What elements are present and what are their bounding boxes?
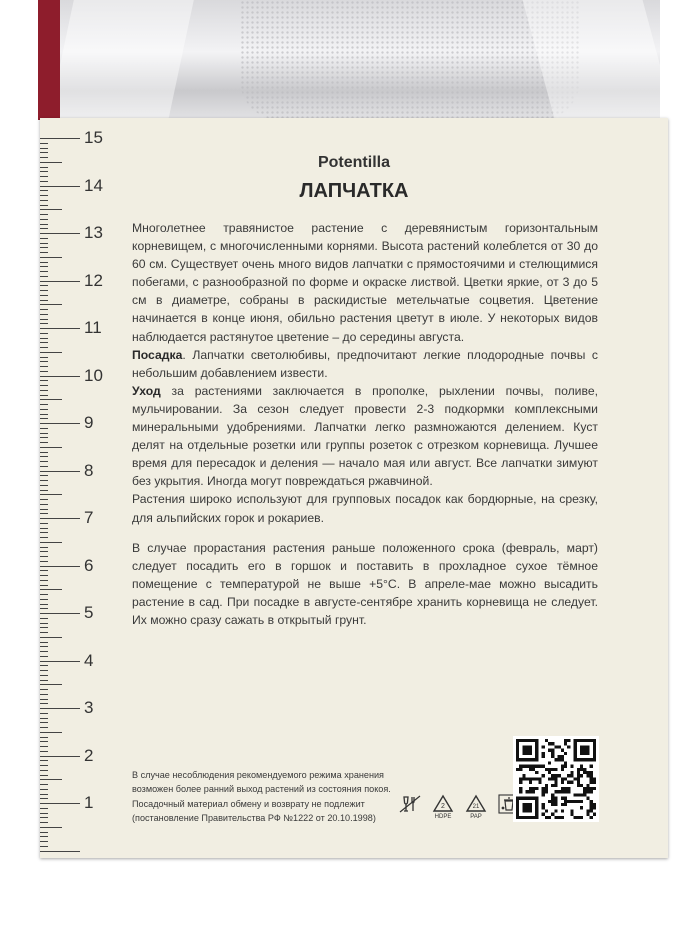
ruler-tick	[40, 428, 48, 429]
ruler-number: 1	[84, 793, 94, 812]
ruler-number: 8	[84, 460, 94, 480]
ruler-tick	[40, 276, 48, 277]
ruler-tick	[40, 475, 48, 476]
ruler-tick	[40, 347, 48, 348]
ruler-tick	[40, 556, 48, 557]
ruler-tick	[40, 214, 48, 215]
ruler-tick	[40, 243, 48, 244]
ruler-tick	[40, 376, 80, 377]
plant-title: ЛАПЧАТКА	[299, 180, 409, 202]
ruler-tick	[40, 832, 48, 833]
ruler-tick	[40, 547, 48, 548]
ruler-number: 14	[84, 175, 103, 195]
ruler-tick	[40, 200, 48, 201]
ruler-tick	[40, 623, 48, 624]
ruler-tick	[40, 333, 48, 334]
ruler-tick	[40, 352, 62, 353]
ruler-tick	[40, 566, 80, 567]
ruler-tick	[40, 551, 48, 552]
ruler-tick	[40, 285, 48, 286]
ruler-tick	[40, 836, 48, 837]
ruler-tick	[40, 414, 48, 415]
ruler-tick	[40, 323, 48, 324]
ruler-tick	[40, 171, 48, 172]
ruler-tick	[40, 138, 80, 139]
ruler-tick	[40, 632, 48, 633]
svg-text:21: 21	[472, 804, 480, 810]
ruler-tick	[40, 300, 48, 301]
ruler-tick	[40, 461, 48, 462]
ruler-tick	[40, 575, 48, 576]
ruler-tick	[40, 499, 48, 500]
ruler-number: 9	[84, 413, 94, 432]
ruler-tick	[40, 822, 48, 823]
qr-code	[513, 736, 599, 822]
ruler-tick	[40, 756, 80, 757]
ruler-tick	[40, 181, 48, 182]
ruler-tick	[40, 689, 48, 690]
ruler-tick	[40, 252, 48, 253]
ruler-tick	[40, 190, 48, 191]
ruler-number: 15	[84, 128, 103, 147]
paragraph-early-sprouting: В случае прорастания растения раньше положенного срока (февраль, март) следует посадить его в горшок и поставить в прохладное сухое тёмное помещение с температурой не выше +5°С. В апреле-мае можно высадить растение в сад. При посадке в августе-сентябре хранить корневища не следует. Их можно сразу сажать в открытый грунт.	[132, 540, 598, 627]
ruler-tick	[40, 646, 48, 647]
latin-name: Potentilla	[317, 154, 390, 171]
description-text	[132, 219, 598, 629]
ruler-tick	[40, 561, 48, 562]
ruler-tick	[40, 794, 48, 795]
ruler-tick	[40, 418, 48, 419]
ruler-tick	[40, 585, 48, 586]
seed-info-card	[40, 118, 668, 858]
ruler-tick	[40, 741, 48, 742]
ruler-tick	[40, 699, 48, 700]
ruler-tick	[40, 290, 48, 291]
ruler-tick	[40, 594, 48, 595]
ruler-tick	[40, 589, 62, 590]
ruler-tick	[40, 604, 48, 605]
ruler-tick	[40, 808, 48, 809]
ruler-tick	[40, 680, 48, 681]
ruler-tick	[40, 404, 48, 405]
ruler-tick	[40, 209, 62, 210]
ruler-tick	[40, 437, 48, 438]
ruler-tick	[40, 637, 62, 638]
ruler-tick	[40, 542, 62, 543]
paragraph-care: Уход за растениями заключается в прополке, рыхлении почвы, поливе, мульчировании. За сезон следует провести 2-3 подкормки комплексными минеральными удобрениями. Лапчатки легко размножаются делением. Куст делят на отдельные розетки или группы розеток с отрезком корневища. Лучшее время для пересадок и деления — начало мая или август. Все лапчатки зимуют без укрытия. Иногда могут повреждаться ржавчиной.	[132, 383, 598, 489]
ruler-tick	[40, 366, 48, 367]
ruler-tick	[40, 608, 48, 609]
ruler-tick	[40, 480, 48, 481]
glass-fork-icon	[398, 794, 422, 820]
ruler-tick	[40, 319, 48, 320]
ruler-tick	[40, 841, 48, 842]
ruler-tick	[40, 718, 48, 719]
ruler-tick	[40, 713, 48, 714]
ruler-tick	[40, 471, 80, 472]
ruler-number: 6	[84, 555, 94, 575]
ruler-tick	[40, 798, 48, 799]
ruler-number: 3	[84, 698, 94, 717]
ruler-tick	[40, 195, 48, 196]
ruler-tick	[40, 737, 48, 738]
ruler-number: 7	[84, 508, 94, 527]
ruler-tick	[40, 371, 48, 372]
ruler-tick	[40, 813, 48, 814]
ruler-tick	[40, 380, 48, 381]
plastic-bag	[60, 0, 660, 130]
ruler-tick	[40, 670, 48, 671]
ruler-tick	[40, 675, 48, 676]
ruler-tick	[40, 257, 62, 258]
ruler-tick	[40, 233, 80, 234]
ruler-tick	[40, 651, 48, 652]
ruler-tick	[40, 751, 48, 752]
ruler-tick	[40, 523, 48, 524]
ruler-tick	[40, 494, 62, 495]
ruler-tick	[40, 304, 62, 305]
ruler-tick	[40, 760, 48, 761]
ruler-tick	[40, 613, 80, 614]
ruler-number: 11	[84, 318, 102, 337]
ruler-tick	[40, 784, 48, 785]
packaging-icons	[398, 794, 521, 822]
ruler-tick	[40, 518, 80, 519]
ruler-number: 2	[84, 745, 94, 765]
ruler-number: 12	[84, 270, 103, 290]
ruler-tick	[40, 765, 48, 766]
ruler-tick	[40, 779, 62, 780]
ruler-tick	[40, 708, 80, 709]
ruler-tick	[40, 537, 48, 538]
measuring-ruler	[40, 118, 102, 858]
ruler-tick	[40, 642, 48, 643]
svg-text:2: 2	[441, 803, 445, 810]
ruler-tick	[40, 665, 48, 666]
ruler-tick	[40, 157, 48, 158]
ruler-tick	[40, 433, 48, 434]
ruler-tick	[40, 143, 48, 144]
ruler-tick	[40, 789, 48, 790]
ruler-tick	[40, 338, 48, 339]
recycle-hdpe-icon: 2 HDPE	[431, 794, 455, 820]
ruler-tick	[40, 409, 48, 410]
ruler-tick	[40, 167, 48, 168]
ruler-tick	[40, 846, 48, 847]
ruler-tick	[40, 390, 48, 391]
ruler-tick	[40, 452, 48, 453]
ruler-tick	[40, 281, 80, 282]
ruler-tick	[40, 399, 62, 400]
ruler-tick	[40, 186, 80, 187]
ruler-tick	[40, 722, 48, 723]
ruler-tick	[40, 661, 80, 662]
ruler-tick	[40, 490, 48, 491]
ruler-tick	[40, 395, 48, 396]
ruler-tick	[40, 247, 48, 248]
paragraph-usage: Растения широко используют для групповых посадок как бордюрные, на срезку, для альпийских горок и рокариев.	[132, 492, 598, 525]
ruler-tick	[40, 266, 48, 267]
ruler-tick	[40, 827, 62, 828]
ruler-tick	[40, 328, 80, 329]
ruler-tick	[40, 219, 48, 220]
storage-notice: В случае несоблюдения рекомендуемого режима хранения возможен более ранний выход растений из состояния покоя. Посадочный материал обмену и возврату не подлежит (постановление Правительства РФ №1222 от 20.10.1998)	[132, 770, 391, 824]
ruler-tick	[40, 423, 80, 424]
ruler-tick	[40, 532, 48, 533]
ruler-tick	[40, 271, 48, 272]
ruler-tick	[40, 703, 48, 704]
ruler-tick	[40, 727, 48, 728]
ruler-number: 13	[84, 223, 103, 242]
ruler-tick	[40, 618, 48, 619]
ruler-tick	[40, 694, 48, 695]
ruler-tick	[40, 504, 48, 505]
recycle-pap-icon: 21 PAP	[464, 794, 488, 820]
ruler-tick	[40, 447, 62, 448]
ruler-tick	[40, 656, 48, 657]
ruler-tick	[40, 509, 48, 510]
ruler-tick	[40, 342, 48, 343]
ruler-tick	[40, 361, 48, 362]
ruler-tick	[40, 770, 48, 771]
ruler-tick	[40, 466, 48, 467]
ruler-tick	[40, 485, 48, 486]
ruler-number: 5	[84, 603, 94, 622]
ruler-tick	[40, 746, 48, 747]
ruler-tick	[40, 803, 80, 804]
ruler-tick	[40, 314, 48, 315]
ruler-tick	[40, 580, 48, 581]
ruler-tick	[40, 148, 48, 149]
ruler-tick	[40, 357, 48, 358]
ruler-tick	[40, 684, 62, 685]
ruler-tick	[40, 627, 48, 628]
ruler-tick	[40, 817, 48, 818]
ruler-tick	[40, 162, 62, 163]
ruler-tick	[40, 224, 48, 225]
ruler-tick	[40, 528, 48, 529]
paragraph-planting: Посадка. Лапчатки светолюбивы, предпочитают легкие плодородные почвы с небольшим добавлением извести.	[132, 347, 598, 380]
ruler-tick	[40, 205, 48, 206]
ruler-tick	[40, 732, 62, 733]
ruler-number: 4	[84, 650, 94, 670]
ruler-tick	[40, 295, 48, 296]
ruler-tick	[40, 851, 80, 852]
ruler-tick	[40, 176, 48, 177]
ruler-tick	[40, 385, 48, 386]
ruler-tick	[40, 309, 48, 310]
ruler-tick	[40, 456, 48, 457]
ruler-tick	[40, 570, 48, 571]
ruler-tick	[40, 238, 48, 239]
ruler-tick	[40, 152, 48, 153]
ruler-tick	[40, 599, 48, 600]
ruler-tick	[40, 442, 48, 443]
paragraph-description: Многолетнее травянистое растение с деревянистым горизонтальным корневищем, с многочисленными корнями. Высота растений колеблется от 30 до 60 см. Существует очень много видов лапчатки с прямостоячими и стелющимися побегами, с разнообразной по форме и окраске листвой. Цветки яркие, от 3 до 5 см в диаметре, собраны в раскидистые метельчатые соцветия. Цветение начинается в конце июня, обильно растения цветут в июле. У некоторых видов наблюдается растянутое цветение – до середины августа.	[132, 221, 598, 344]
ruler-tick	[40, 262, 48, 263]
ruler-tick	[40, 228, 48, 229]
ruler-tick	[40, 775, 48, 776]
ruler-tick	[40, 513, 48, 514]
ruler-number: 10	[84, 365, 103, 385]
